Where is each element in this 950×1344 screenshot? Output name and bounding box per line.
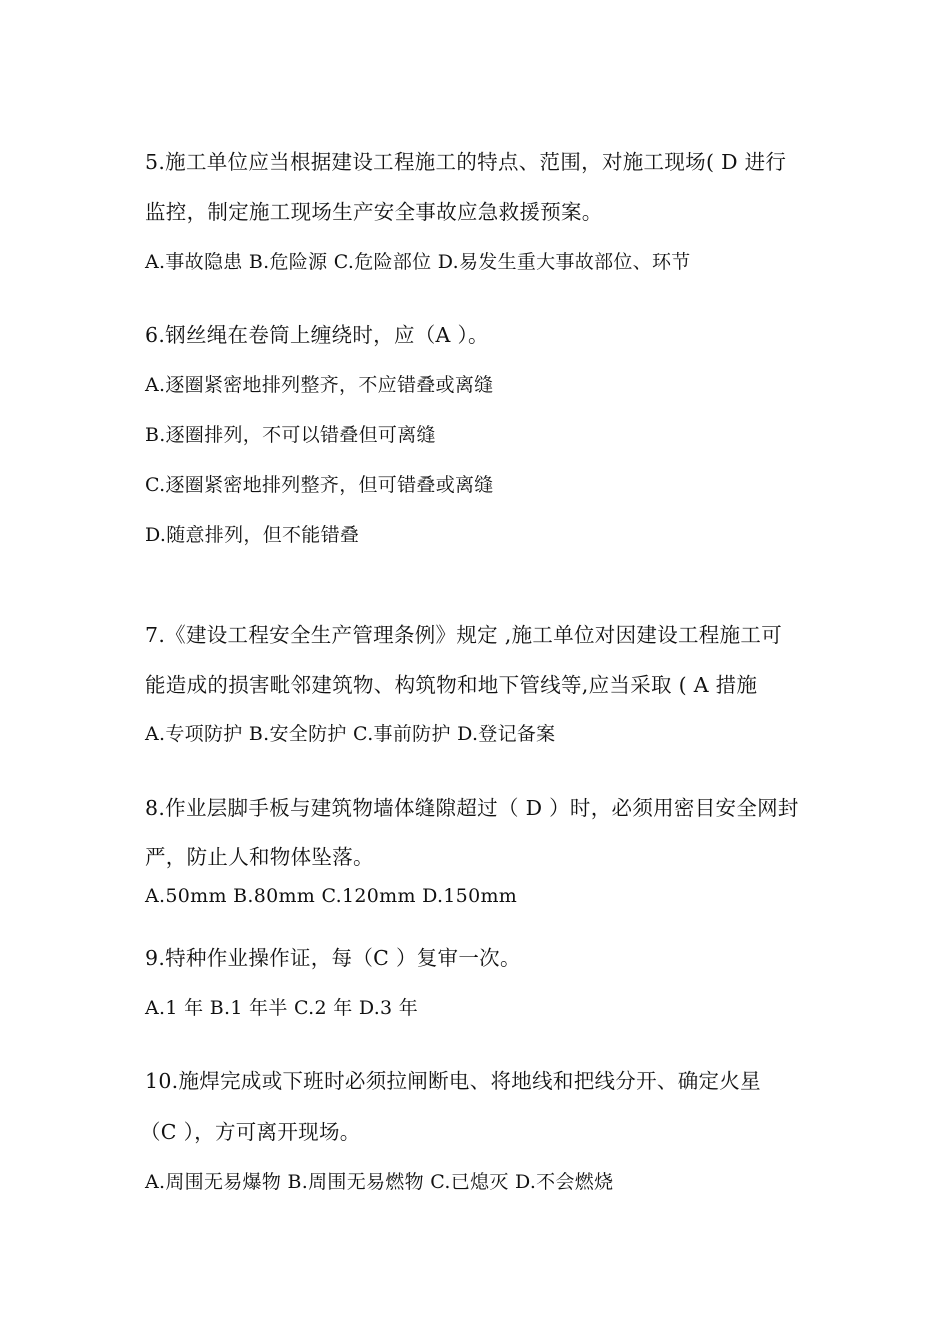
question-7-options: A.专项防护 B.安全防护 C.事前防护 D.登记备案 xyxy=(145,723,556,745)
question-7-stem-line-2: 能造成的损害毗邻建筑物、构筑物和地下管线等,应当采取 ( A 措施 xyxy=(145,673,758,697)
question-9-options: A.1 年 B.1 年半 C.2 年 D.3 年 xyxy=(145,997,419,1019)
question-8-options: A.50mm B.80mm C.120mm D.150mm xyxy=(145,885,518,907)
question-10-stem-line-1: 10.施焊完成或下班时必须拉闸断电、将地线和把线分开、确定火星 xyxy=(145,1069,761,1093)
question-7-stem-line-1: 7.《建设工程安全生产管理条例》规定 ,施工单位对因建设工程施工可 xyxy=(145,623,782,647)
question-10-options: A.周围无易爆物 B.周围无易燃物 C.已熄灭 D.不会燃烧 xyxy=(145,1171,614,1193)
question-9-stem: 9.特种作业操作证，每（C ）复审一次。 xyxy=(145,946,521,970)
question-8-stem-line-2: 严，防止人和物体坠落。 xyxy=(145,845,374,869)
question-5-stem-line-2: 监控，制定施工现场生产安全事故应急救援预案。 xyxy=(145,200,603,224)
question-6-option-c: C.逐圈紧密地排列整齐，但可错叠或离缝 xyxy=(145,474,494,496)
question-10-stem-line-2: （C ），方可离开现场。 xyxy=(140,1120,361,1144)
question-5-stem-line-1: 5.施工单位应当根据建设工程施工的特点、范围，对施工现场( D 进行 xyxy=(145,150,787,174)
question-8-stem-line-1: 8.作业层脚手板与建筑物墙体缝隙超过（ D ）时，必须用密目安全网封 xyxy=(145,796,799,820)
question-6-option-b: B.逐圈排列，不可以错叠但可离缝 xyxy=(145,424,436,446)
question-5-options: A.事故隐患 B.危险源 C.危险部位 D.易发生重大事故部位、环节 xyxy=(145,251,691,273)
question-6-option-d: D.随意排列，但不能错叠 xyxy=(145,524,360,546)
question-6-stem: 6.钢丝绳在卷筒上缠绕时，应（A ）。 xyxy=(145,323,489,347)
question-6-option-a: A.逐圈紧密地排列整齐，不应错叠或离缝 xyxy=(145,374,494,396)
